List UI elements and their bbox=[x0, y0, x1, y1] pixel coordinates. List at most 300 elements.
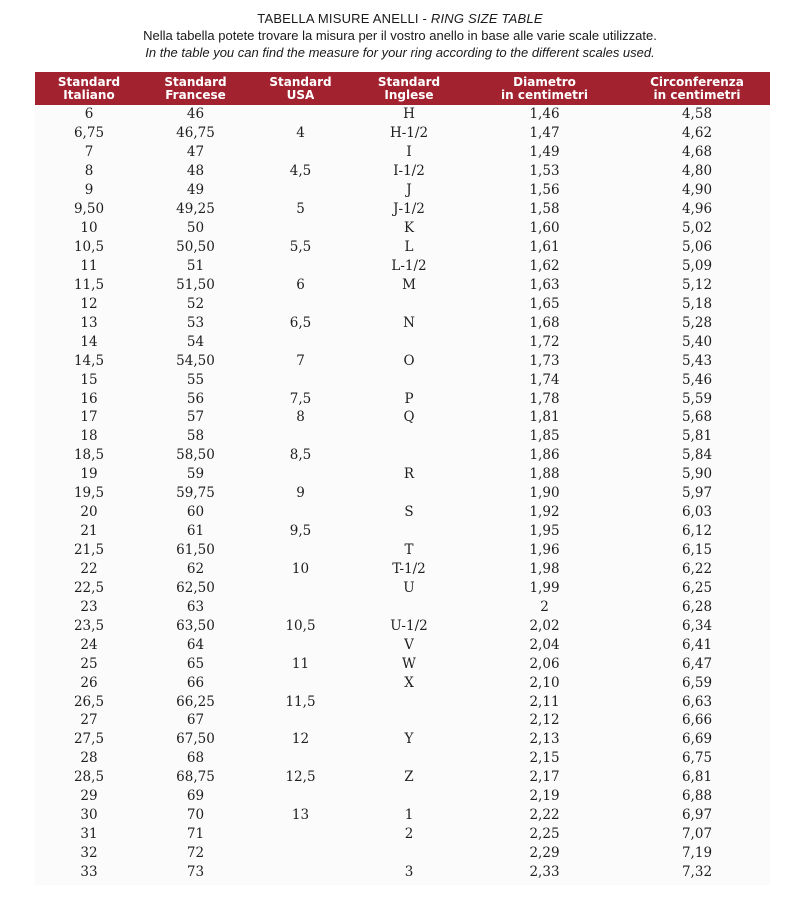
cell-french: 61 bbox=[186, 523, 205, 540]
cell-italian: 25 bbox=[80, 655, 98, 672]
cell-french: 51,50 bbox=[176, 276, 215, 293]
cell-english: U bbox=[403, 579, 415, 596]
cell-usa: 6 bbox=[296, 276, 305, 293]
cell-diameter: 1,73 bbox=[529, 352, 560, 369]
cell-french: 66,25 bbox=[176, 693, 215, 710]
cell-italian: 17 bbox=[80, 409, 98, 426]
cell-english: S bbox=[404, 504, 414, 521]
ring-size-table bbox=[35, 72, 770, 881]
cell-diameter: 1,49 bbox=[529, 144, 560, 161]
cell-french: 73 bbox=[186, 863, 205, 880]
cell-circumference: 4,90 bbox=[681, 182, 713, 199]
cell-english: Q bbox=[403, 409, 415, 426]
cell-usa: 11 bbox=[291, 655, 310, 672]
cell-circumference: 6,97 bbox=[681, 807, 713, 824]
cell-usa: 8,5 bbox=[289, 447, 312, 464]
table-row bbox=[35, 768, 770, 787]
cell-usa bbox=[248, 844, 353, 863]
cell-french: 59 bbox=[186, 466, 205, 483]
cell-diameter: 2,10 bbox=[529, 674, 560, 691]
cell-usa: 5,5 bbox=[289, 239, 312, 256]
cell-italian: 9 bbox=[84, 182, 94, 199]
table-row bbox=[35, 825, 770, 844]
cell-circumference: 6,81 bbox=[681, 769, 713, 786]
cell-french: 46,75 bbox=[176, 125, 215, 142]
cell-italian: 28 bbox=[80, 750, 98, 767]
cell-english: K bbox=[403, 220, 415, 237]
cell-english: 2 bbox=[404, 826, 414, 843]
cell-diameter: 1,81 bbox=[529, 409, 560, 426]
cell-french: 49 bbox=[186, 182, 205, 199]
cell-english: T-1/2 bbox=[392, 560, 426, 577]
cell-italian: 22 bbox=[80, 560, 98, 577]
table-row bbox=[35, 730, 770, 749]
cell-english: M bbox=[402, 276, 416, 293]
cell-french: 64 bbox=[186, 636, 205, 653]
column-header-italian: Standard Italiano bbox=[35, 72, 143, 105]
table-row bbox=[35, 181, 770, 200]
cell-italian: 24 bbox=[80, 636, 98, 653]
page-header bbox=[0, 10, 800, 61]
cell-french: 59,75 bbox=[176, 485, 215, 502]
cell-circumference: 5,84 bbox=[681, 447, 713, 464]
cell-diameter: 1,56 bbox=[529, 182, 560, 199]
cell-english bbox=[353, 749, 465, 768]
cell-diameter: 2,29 bbox=[529, 845, 560, 862]
cell-usa: 10 bbox=[291, 560, 310, 577]
cell-circumference: 6,15 bbox=[681, 542, 713, 559]
cell-circumference: 5,97 bbox=[681, 485, 713, 502]
cell-circumference: 6,25 bbox=[681, 579, 713, 596]
cell-italian: 31 bbox=[80, 826, 98, 843]
cell-usa bbox=[248, 181, 353, 200]
cell-diameter: 1,72 bbox=[529, 333, 560, 350]
cell-french: 55 bbox=[186, 371, 205, 388]
table-row bbox=[35, 635, 770, 654]
cell-usa bbox=[248, 597, 353, 616]
cell-usa: 12 bbox=[291, 731, 310, 748]
cell-french: 46 bbox=[186, 106, 205, 123]
cell-circumference: 5,18 bbox=[681, 295, 713, 312]
cell-italian: 7 bbox=[84, 144, 94, 161]
cell-english: P bbox=[404, 390, 414, 407]
cell-english: J bbox=[406, 182, 412, 199]
cell-french: 68,75 bbox=[176, 769, 215, 786]
cell-italian: 6 bbox=[84, 106, 94, 123]
cell-circumference: 6,66 bbox=[681, 712, 713, 729]
cell-diameter: 2,17 bbox=[529, 769, 560, 786]
cell-english bbox=[353, 332, 465, 351]
cell-circumference: 5,40 bbox=[681, 333, 713, 350]
cell-circumference: 6,12 bbox=[681, 523, 713, 540]
cell-circumference: 6,63 bbox=[681, 693, 713, 710]
cell-italian: 33 bbox=[80, 863, 98, 880]
ring-size-table-container bbox=[35, 72, 770, 885]
cell-italian: 11 bbox=[80, 257, 98, 274]
cell-circumference: 4,62 bbox=[681, 125, 713, 142]
cell-italian: 8 bbox=[84, 163, 94, 180]
cell-diameter: 2,02 bbox=[529, 617, 560, 634]
cell-italian: 21,5 bbox=[73, 542, 105, 559]
cell-english: L bbox=[404, 239, 414, 256]
table-row bbox=[35, 332, 770, 351]
table-row bbox=[35, 597, 770, 616]
table-row bbox=[35, 275, 770, 294]
cell-french: 67,50 bbox=[176, 731, 215, 748]
cell-circumference: 6,47 bbox=[681, 655, 713, 672]
table-row bbox=[35, 692, 770, 711]
table-row bbox=[35, 257, 770, 276]
cell-italian: 32 bbox=[80, 845, 98, 862]
cell-french: 53 bbox=[186, 314, 205, 331]
table-row bbox=[35, 408, 770, 427]
table-row bbox=[35, 389, 770, 408]
cell-diameter: 2,25 bbox=[529, 826, 560, 843]
cell-diameter: 2 bbox=[540, 598, 549, 615]
table-row bbox=[35, 370, 770, 389]
cell-english bbox=[353, 370, 465, 389]
cell-french: 54 bbox=[186, 333, 205, 350]
table-header-row bbox=[35, 72, 770, 105]
cell-english bbox=[353, 427, 465, 446]
cell-italian: 23,5 bbox=[73, 617, 105, 634]
cell-english: X bbox=[404, 674, 414, 691]
cell-french: 69 bbox=[186, 788, 205, 805]
cell-french: 71 bbox=[186, 826, 205, 843]
cell-french: 48 bbox=[186, 163, 205, 180]
cell-english: H bbox=[403, 106, 415, 123]
table-row bbox=[35, 844, 770, 863]
cell-english: L-1/2 bbox=[391, 257, 427, 274]
cell-diameter: 2,12 bbox=[529, 712, 560, 729]
cell-diameter: 1,62 bbox=[529, 257, 560, 274]
cell-circumference: 6,75 bbox=[681, 750, 713, 767]
cell-usa: 13 bbox=[291, 807, 310, 824]
cell-english: O bbox=[403, 352, 415, 369]
cell-french: 63,50 bbox=[176, 617, 215, 634]
cell-diameter: 1,78 bbox=[529, 390, 560, 407]
cell-diameter: 1,95 bbox=[529, 523, 560, 540]
cell-diameter: 1,88 bbox=[529, 466, 560, 483]
cell-diameter: 2,33 bbox=[529, 863, 560, 880]
table-row bbox=[35, 711, 770, 730]
cell-circumference: 4,68 bbox=[681, 144, 713, 161]
cell-diameter: 1,46 bbox=[529, 106, 560, 123]
cell-italian: 14 bbox=[80, 333, 98, 350]
cell-french: 67 bbox=[186, 712, 205, 729]
cell-english: 1 bbox=[404, 807, 414, 824]
cell-usa: 9,5 bbox=[289, 523, 312, 540]
cell-circumference: 5,68 bbox=[681, 409, 713, 426]
cell-italian: 9,50 bbox=[73, 201, 105, 218]
table-row bbox=[35, 616, 770, 635]
table-row bbox=[35, 787, 770, 806]
cell-french: 52 bbox=[186, 295, 205, 312]
cell-english: Y bbox=[404, 731, 414, 748]
subtitle-italian: Nella tabella potete trovare la misura per il vostro anello in base alle varie scale utilizzate. bbox=[143, 28, 657, 43]
cell-usa: 9 bbox=[296, 485, 305, 502]
cell-english bbox=[353, 844, 465, 863]
cell-french: 51 bbox=[186, 257, 205, 274]
cell-italian: 27 bbox=[80, 712, 98, 729]
cell-circumference: 5,90 bbox=[681, 466, 713, 483]
cell-usa bbox=[248, 749, 353, 768]
cell-circumference: 6,34 bbox=[681, 617, 713, 634]
cell-usa: 11,5 bbox=[285, 693, 316, 710]
cell-french: 57 bbox=[186, 409, 205, 426]
cell-french: 65 bbox=[186, 655, 205, 672]
cell-usa: 12,5 bbox=[285, 769, 316, 786]
cell-diameter: 1,58 bbox=[529, 201, 560, 218]
cell-diameter: 1,96 bbox=[529, 542, 560, 559]
table-row bbox=[35, 200, 770, 219]
table-row bbox=[35, 503, 770, 522]
cell-french: 63 bbox=[186, 598, 205, 615]
table-row bbox=[35, 673, 770, 692]
cell-diameter: 1,98 bbox=[529, 560, 560, 577]
column-header-usa: Standard USA bbox=[248, 72, 353, 105]
cell-usa bbox=[248, 427, 353, 446]
cell-circumference: 6,41 bbox=[681, 636, 713, 653]
cell-english: V bbox=[404, 636, 414, 653]
cell-diameter: 2,04 bbox=[529, 636, 560, 653]
cell-usa: 4 bbox=[296, 125, 305, 142]
table-row bbox=[35, 578, 770, 597]
cell-usa bbox=[248, 294, 353, 313]
cell-italian: 30 bbox=[80, 807, 98, 824]
cell-diameter: 1,68 bbox=[529, 314, 560, 331]
title-main: TABELLA MISURE ANELLI - bbox=[257, 11, 431, 26]
cell-diameter: 1,74 bbox=[529, 371, 560, 388]
cell-italian: 26 bbox=[80, 674, 98, 691]
column-header-diameter: Diametro in centimetri bbox=[465, 72, 624, 105]
cell-usa bbox=[248, 635, 353, 654]
cell-usa: 8 bbox=[296, 409, 305, 426]
cell-french: 47 bbox=[186, 144, 205, 161]
cell-italian: 13 bbox=[80, 314, 98, 331]
cell-english: 3 bbox=[404, 863, 414, 880]
cell-circumference: 4,96 bbox=[681, 201, 713, 218]
cell-circumference: 4,58 bbox=[681, 106, 713, 123]
cell-english: I bbox=[406, 144, 412, 161]
cell-circumference: 4,80 bbox=[681, 163, 713, 180]
cell-english: Z bbox=[404, 769, 414, 786]
cell-usa bbox=[248, 787, 353, 806]
cell-diameter: 1,90 bbox=[529, 485, 560, 502]
cell-english bbox=[353, 597, 465, 616]
table-row bbox=[35, 219, 770, 238]
cell-french: 50 bbox=[186, 220, 205, 237]
table-row bbox=[35, 863, 770, 882]
cell-usa bbox=[248, 219, 353, 238]
cell-circumference: 6,69 bbox=[681, 731, 713, 748]
cell-french: 60 bbox=[186, 504, 205, 521]
cell-diameter: 2,15 bbox=[529, 750, 560, 767]
cell-circumference: 5,06 bbox=[681, 239, 713, 256]
cell-circumference: 7,07 bbox=[681, 826, 713, 843]
cell-diameter: 1,60 bbox=[529, 220, 560, 237]
cell-usa bbox=[248, 465, 353, 484]
cell-circumference: 5,09 bbox=[681, 257, 713, 274]
cell-diameter: 1,99 bbox=[529, 579, 560, 596]
table-row bbox=[35, 143, 770, 162]
cell-english bbox=[353, 522, 465, 541]
cell-english bbox=[353, 294, 465, 313]
cell-usa bbox=[248, 370, 353, 389]
cell-italian: 6,75 bbox=[73, 125, 105, 142]
table-row bbox=[35, 749, 770, 768]
cell-french: 56 bbox=[186, 390, 205, 407]
cell-italian: 29 bbox=[80, 788, 98, 805]
cell-usa: 10,5 bbox=[285, 617, 316, 634]
cell-usa bbox=[248, 503, 353, 522]
table-row bbox=[35, 806, 770, 825]
column-header-french: Standard Francese bbox=[143, 72, 248, 105]
cell-french: 70 bbox=[186, 807, 205, 824]
cell-diameter: 1,65 bbox=[529, 295, 560, 312]
cell-english bbox=[353, 711, 465, 730]
table-body bbox=[35, 105, 770, 881]
cell-diameter: 1,85 bbox=[529, 428, 560, 445]
table-row bbox=[35, 105, 770, 124]
cell-english bbox=[353, 692, 465, 711]
table-row bbox=[35, 427, 770, 446]
cell-usa bbox=[248, 863, 353, 882]
cell-circumference: 5,59 bbox=[681, 390, 713, 407]
cell-usa bbox=[248, 257, 353, 276]
table-row bbox=[35, 351, 770, 370]
table-row bbox=[35, 294, 770, 313]
cell-diameter: 1,61 bbox=[529, 239, 560, 256]
cell-circumference: 5,28 bbox=[681, 314, 713, 331]
column-header-english: Standard Inglese bbox=[353, 72, 465, 105]
cell-english: H-1/2 bbox=[389, 125, 429, 142]
cell-circumference: 5,46 bbox=[681, 371, 713, 388]
cell-italian: 28,5 bbox=[73, 769, 105, 786]
cell-diameter: 2,11 bbox=[529, 693, 560, 710]
cell-circumference: 7,32 bbox=[681, 863, 713, 880]
cell-french: 61,50 bbox=[176, 542, 215, 559]
table-row bbox=[35, 124, 770, 143]
cell-diameter: 1,92 bbox=[529, 504, 560, 521]
table-row bbox=[35, 313, 770, 332]
cell-usa: 7 bbox=[296, 352, 305, 369]
table-row bbox=[35, 541, 770, 560]
cell-italian: 18 bbox=[80, 428, 98, 445]
cell-english: W bbox=[402, 655, 416, 672]
cell-diameter: 2,19 bbox=[529, 788, 560, 805]
cell-diameter: 2,13 bbox=[529, 731, 560, 748]
cell-english bbox=[353, 446, 465, 465]
cell-circumference: 5,12 bbox=[681, 276, 713, 293]
cell-circumference: 5,81 bbox=[681, 428, 713, 445]
cell-italian: 23 bbox=[80, 598, 98, 615]
column-header-circumference: Circonferenza in centimetri bbox=[624, 72, 770, 105]
cell-circumference: 6,03 bbox=[681, 504, 713, 521]
cell-usa bbox=[248, 332, 353, 351]
cell-circumference: 5,43 bbox=[681, 352, 713, 369]
cell-circumference: 6,28 bbox=[681, 598, 713, 615]
table-row bbox=[35, 484, 770, 503]
cell-italian: 19 bbox=[80, 466, 98, 483]
cell-circumference: 6,88 bbox=[681, 788, 713, 805]
table-row bbox=[35, 238, 770, 257]
cell-usa bbox=[248, 105, 353, 124]
cell-french: 49,25 bbox=[176, 201, 215, 218]
cell-italian: 27,5 bbox=[73, 731, 105, 748]
cell-english: U-1/2 bbox=[390, 617, 428, 634]
cell-english: J-1/2 bbox=[393, 201, 425, 218]
cell-diameter: 2,06 bbox=[529, 655, 560, 672]
cell-usa bbox=[248, 825, 353, 844]
table-row bbox=[35, 654, 770, 673]
cell-italian: 11,5 bbox=[73, 276, 105, 293]
cell-usa bbox=[248, 673, 353, 692]
table-row bbox=[35, 522, 770, 541]
cell-french: 58 bbox=[186, 428, 205, 445]
cell-italian: 10,5 bbox=[73, 239, 105, 256]
table-row bbox=[35, 465, 770, 484]
cell-circumference: 7,19 bbox=[681, 845, 713, 862]
subtitle-english: In the table you can find the measure for your ring according to the different scales used. bbox=[145, 45, 655, 60]
cell-italian: 21 bbox=[80, 523, 98, 540]
table-row bbox=[35, 560, 770, 579]
cell-french: 54,50 bbox=[176, 352, 215, 369]
cell-english: T bbox=[404, 542, 414, 559]
cell-italian: 10 bbox=[80, 220, 98, 237]
title-italic: RING SIZE TABLE bbox=[430, 11, 543, 26]
cell-french: 66 bbox=[186, 674, 205, 691]
cell-french: 62,50 bbox=[176, 579, 215, 596]
cell-usa bbox=[248, 578, 353, 597]
cell-usa bbox=[248, 143, 353, 162]
cell-italian: 22,5 bbox=[73, 579, 105, 596]
cell-italian: 12 bbox=[80, 295, 98, 312]
cell-usa bbox=[248, 541, 353, 560]
cell-italian: 15 bbox=[80, 371, 98, 388]
cell-circumference: 5,02 bbox=[681, 220, 713, 237]
cell-english bbox=[353, 484, 465, 503]
cell-usa: 7,5 bbox=[289, 390, 312, 407]
cell-usa bbox=[248, 711, 353, 730]
cell-usa: 4,5 bbox=[289, 163, 312, 180]
cell-english: N bbox=[403, 314, 415, 331]
cell-italian: 26,5 bbox=[73, 693, 105, 710]
table-row bbox=[35, 162, 770, 181]
cell-italian: 14,5 bbox=[73, 352, 105, 369]
cell-french: 58,50 bbox=[176, 447, 215, 464]
cell-french: 50,50 bbox=[176, 239, 215, 256]
cell-circumference: 6,59 bbox=[681, 674, 713, 691]
cell-usa: 5 bbox=[296, 201, 305, 218]
cell-english bbox=[353, 787, 465, 806]
cell-italian: 16 bbox=[80, 390, 98, 407]
page-title bbox=[0, 10, 800, 27]
cell-italian: 19,5 bbox=[73, 485, 105, 502]
cell-diameter: 2,22 bbox=[529, 807, 560, 824]
cell-usa: 6,5 bbox=[289, 314, 312, 331]
cell-diameter: 1,86 bbox=[529, 447, 560, 464]
cell-french: 68 bbox=[186, 750, 205, 767]
cell-italian: 18,5 bbox=[73, 447, 105, 464]
cell-diameter: 1,63 bbox=[529, 276, 560, 293]
cell-english: R bbox=[403, 466, 415, 483]
cell-diameter: 1,47 bbox=[529, 125, 560, 142]
table-row bbox=[35, 446, 770, 465]
cell-french: 72 bbox=[186, 845, 205, 862]
cell-circumference: 6,22 bbox=[681, 560, 713, 577]
cell-english: I-1/2 bbox=[393, 163, 425, 180]
